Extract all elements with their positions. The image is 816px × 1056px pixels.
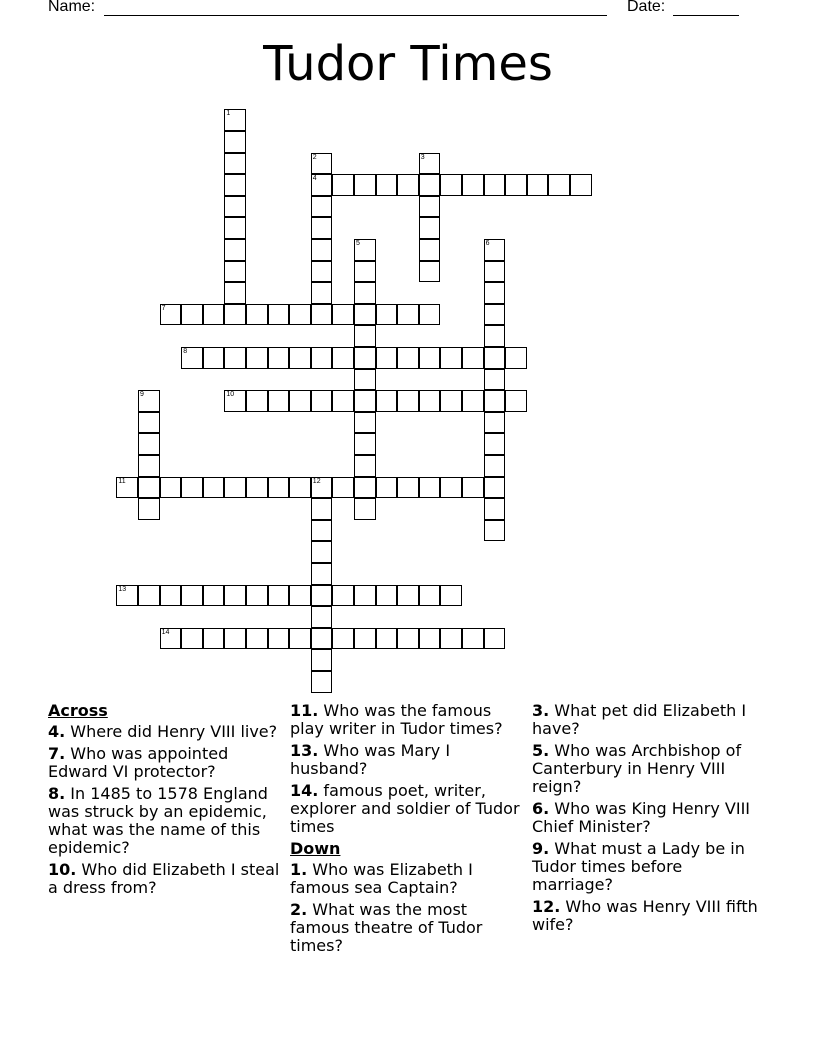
crossword-cell[interactable] — [311, 520, 333, 542]
crossword-cell[interactable] — [376, 390, 398, 412]
crossword-cell[interactable] — [181, 585, 203, 607]
clue-across-8: 8. In 1485 to 1578 England was struck by an epidemic, what was the name of this epidemic? — [48, 784, 268, 857]
crossword-cell[interactable] — [376, 304, 398, 326]
crossword-cell[interactable] — [397, 390, 419, 412]
crossword-cell[interactable] — [440, 390, 462, 412]
across-heading: Across — [48, 701, 108, 720]
crossword-cell[interactable] — [419, 153, 441, 175]
clue-down-3: 3. What pet did Elizabeth I have? — [532, 701, 747, 738]
crossword-cell[interactable] — [419, 174, 441, 196]
crossword-cell[interactable] — [440, 585, 462, 607]
crossword-cell[interactable] — [160, 477, 182, 499]
crossword-cell[interactable] — [224, 304, 246, 326]
crossword-cell[interactable] — [419, 304, 441, 326]
crossword-cell[interactable] — [397, 628, 419, 650]
crossword-cell[interactable] — [354, 369, 376, 391]
crossword-cell[interactable] — [203, 347, 225, 369]
crossword-cell[interactable] — [332, 477, 354, 499]
clue-across-11: 11. Who was the famous play writer in Tudor times? — [290, 701, 503, 738]
crossword-cell[interactable] — [505, 390, 527, 412]
crossword-cell[interactable] — [311, 606, 333, 628]
crossword-cell[interactable] — [268, 585, 290, 607]
crossword-cell[interactable] — [419, 390, 441, 412]
crossword-cell[interactable] — [289, 585, 311, 607]
crossword-cell[interactable] — [246, 628, 268, 650]
crossword-cell[interactable] — [484, 239, 506, 261]
crossword-cell[interactable] — [181, 477, 203, 499]
clue-across-4: 4. Where did Henry VIII live? — [48, 722, 278, 741]
crossword-cell[interactable] — [354, 347, 376, 369]
crossword-cell[interactable] — [203, 628, 225, 650]
crossword-cell[interactable] — [268, 304, 290, 326]
crossword-cell[interactable] — [505, 347, 527, 369]
clue-down-12: 12. Who was Henry VIII fifth wife? — [532, 897, 758, 934]
crossword-cell[interactable] — [116, 477, 138, 499]
crossword-cell[interactable] — [224, 239, 246, 261]
clue-across-10: 10. Who did Elizabeth I steal a dress from? — [48, 860, 280, 897]
crossword-cell[interactable] — [484, 174, 506, 196]
crossword-cell[interactable] — [224, 585, 246, 607]
crossword-cell[interactable] — [246, 390, 268, 412]
crossword-cell[interactable] — [268, 390, 290, 412]
crossword-cell[interactable] — [203, 477, 225, 499]
crossword-cell[interactable] — [419, 585, 441, 607]
cell-number: 13 — [118, 585, 127, 593]
clues-column-1 — [48, 702, 280, 901]
clues-column-2 — [290, 702, 520, 959]
crossword-cell[interactable] — [138, 585, 160, 607]
clue-across-13: 13. Who was Mary I husband? — [290, 741, 451, 778]
crossword-cell[interactable] — [376, 347, 398, 369]
crossword-cell[interactable] — [354, 261, 376, 283]
crossword-cell[interactable] — [484, 412, 506, 434]
crossword-cell[interactable] — [397, 347, 419, 369]
crossword-cell[interactable] — [419, 347, 441, 369]
crossword-cell[interactable] — [311, 477, 333, 499]
crossword-cell[interactable] — [246, 304, 268, 326]
cell-number: 8 — [183, 348, 188, 355]
crossword-cell[interactable] — [224, 153, 246, 175]
crossword-cell[interactable] — [484, 498, 506, 520]
crossword-cell[interactable] — [397, 174, 419, 196]
cell-number: 10 — [226, 391, 235, 399]
crossword-cell[interactable] — [224, 347, 246, 369]
crossword-cell[interactable] — [246, 585, 268, 607]
crossword-cell[interactable] — [354, 585, 376, 607]
crossword-cell[interactable] — [138, 477, 160, 499]
cell-number: 2 — [312, 153, 317, 161]
crossword-cell[interactable] — [138, 498, 160, 520]
crossword-cell[interactable] — [332, 628, 354, 650]
crossword-cell[interactable] — [268, 347, 290, 369]
crossword-cell[interactable] — [181, 304, 203, 326]
crossword-cell[interactable] — [397, 304, 419, 326]
crossword-cell[interactable] — [484, 282, 506, 304]
crossword-cell[interactable] — [354, 174, 376, 196]
crossword-cell[interactable] — [311, 498, 333, 520]
crossword-cell[interactable] — [289, 390, 311, 412]
crossword-cell[interactable] — [311, 390, 333, 412]
down-heading: Down — [290, 839, 341, 858]
crossword-cell[interactable] — [181, 628, 203, 650]
crossword-cell[interactable] — [376, 477, 398, 499]
crossword-cell[interactable] — [440, 347, 462, 369]
crossword-cell[interactable] — [311, 563, 333, 585]
cell-number: 5 — [356, 240, 360, 247]
name-label: Name: — [48, 0, 96, 15]
crossword-cell[interactable] — [527, 174, 549, 196]
crossword-cell[interactable] — [397, 585, 419, 607]
crossword-cell[interactable] — [160, 628, 182, 650]
crossword-cell[interactable] — [354, 239, 376, 261]
crossword-cell[interactable] — [289, 628, 311, 650]
cell-number: 11 — [118, 477, 126, 485]
crossword-cell[interactable] — [332, 585, 354, 607]
crossword-cell[interactable] — [311, 217, 333, 239]
crossword-cell[interactable] — [224, 217, 246, 239]
crossword-cell[interactable] — [419, 477, 441, 499]
crossword-cell[interactable] — [138, 433, 160, 455]
crossword-cell[interactable] — [311, 153, 333, 175]
crossword-cell[interactable] — [311, 628, 333, 650]
crossword-cell[interactable] — [160, 585, 182, 607]
crossword-cell[interactable] — [268, 628, 290, 650]
crossword-cell[interactable] — [484, 433, 506, 455]
crossword-cell[interactable] — [419, 217, 441, 239]
crossword-cell[interactable] — [224, 390, 246, 412]
crossword-cell[interactable] — [246, 477, 268, 499]
crossword-cell[interactable] — [354, 498, 376, 520]
crossword-cell[interactable] — [376, 174, 398, 196]
cell-number: 14 — [161, 628, 170, 636]
crossword-cell[interactable] — [138, 390, 160, 412]
crossword-cell[interactable] — [354, 455, 376, 477]
crossword-cell[interactable] — [505, 174, 527, 196]
crossword-cell[interactable] — [311, 541, 333, 563]
cell-number: 9 — [140, 391, 144, 399]
crossword-cell[interactable] — [354, 412, 376, 434]
crossword-cell[interactable] — [354, 477, 376, 499]
crossword-cell[interactable] — [354, 628, 376, 650]
crossword-cell[interactable] — [462, 390, 484, 412]
crossword-cell[interactable] — [419, 239, 441, 261]
crossword-cell[interactable] — [311, 671, 333, 693]
cell-number: 6 — [485, 240, 490, 247]
crossword-cell[interactable] — [224, 477, 246, 499]
crossword-cell[interactable] — [484, 455, 506, 477]
crossword-cell[interactable] — [440, 477, 462, 499]
clues-column-3 — [532, 702, 768, 938]
crossword-cell[interactable] — [224, 109, 246, 131]
crossword-cell[interactable] — [440, 174, 462, 196]
crossword-cell[interactable] — [311, 174, 333, 196]
clue-down-2: 2. What was the most famous theatre of Tudor times? — [290, 900, 483, 955]
crossword-cell[interactable] — [484, 477, 506, 499]
clue-down-5: 5. Who was Archbishop of Canterbury in Henry VIII reign? — [532, 741, 742, 796]
crossword-cell[interactable] — [224, 282, 246, 304]
crossword-cell[interactable] — [311, 585, 333, 607]
cell-number: 4 — [312, 175, 317, 183]
crossword-cell[interactable] — [116, 585, 138, 607]
crossword-cell[interactable] — [181, 347, 203, 369]
crossword-cell[interactable] — [354, 433, 376, 455]
crossword-cell[interactable] — [376, 585, 398, 607]
crossword-cell[interactable] — [332, 174, 354, 196]
clue-down-9: 9. What must a Lady be in Tudor times before marriage? — [532, 839, 745, 894]
crossword-cell[interactable] — [354, 390, 376, 412]
crossword-cell[interactable] — [397, 477, 419, 499]
crossword-cell[interactable] — [462, 477, 484, 499]
page-title: Tudor Times — [263, 36, 553, 92]
crossword-cell[interactable] — [462, 174, 484, 196]
crossword-cell[interactable] — [311, 649, 333, 671]
crossword-cell[interactable] — [311, 347, 333, 369]
crossword-cell[interactable] — [332, 304, 354, 326]
clue-across-7: 7. Who was appointed Edward VI protector? — [48, 744, 229, 781]
clue-down-6: 6. Who was King Henry VIII Chief Minister? — [532, 799, 751, 836]
crossword-cell[interactable] — [332, 347, 354, 369]
cell-number: 3 — [420, 153, 425, 161]
crossword-cell[interactable] — [268, 477, 290, 499]
crossword-cell[interactable] — [462, 628, 484, 650]
crossword-cell[interactable] — [462, 347, 484, 369]
cell-number: 12 — [312, 477, 321, 485]
crossword-cell[interactable] — [224, 628, 246, 650]
crossword-cell[interactable] — [484, 520, 506, 542]
crossword-cell[interactable] — [484, 325, 506, 347]
cell-number: 7 — [161, 304, 166, 312]
cell-number: 1 — [226, 110, 231, 118]
crossword-cell[interactable] — [311, 239, 333, 261]
crossword-cell[interactable] — [224, 261, 246, 283]
crossword-cell[interactable] — [246, 347, 268, 369]
crossword-cell[interactable] — [484, 390, 506, 412]
crossword-cell[interactable] — [484, 628, 506, 650]
crossword-cell[interactable] — [138, 412, 160, 434]
clue-down-1: 1. Who was Elizabeth I famous sea Captain? — [290, 860, 473, 897]
crossword-cell[interactable] — [570, 174, 592, 196]
crossword-cell[interactable] — [203, 585, 225, 607]
crossword-cell[interactable] — [311, 196, 333, 218]
crossword-cell[interactable] — [224, 196, 246, 218]
crossword-cell[interactable] — [203, 304, 225, 326]
crossword-cell[interactable] — [419, 628, 441, 650]
crossword-cell[interactable] — [354, 325, 376, 347]
crossword-cell[interactable] — [376, 628, 398, 650]
crossword-cell[interactable] — [484, 261, 506, 283]
crossword-cell[interactable] — [138, 455, 160, 477]
date-label: Date: — [627, 0, 666, 15]
crossword-cell[interactable] — [224, 131, 246, 153]
crossword-cell[interactable] — [289, 477, 311, 499]
crossword-cell[interactable] — [311, 304, 333, 326]
crossword-cell[interactable] — [419, 196, 441, 218]
crossword-cell[interactable] — [311, 261, 333, 283]
crossword-cell[interactable] — [160, 304, 182, 326]
crossword-cell[interactable] — [548, 174, 570, 196]
crossword-cell[interactable] — [311, 282, 333, 304]
crossword-cell[interactable] — [289, 304, 311, 326]
crossword-cell[interactable] — [289, 347, 311, 369]
crossword-cell[interactable] — [419, 261, 441, 283]
crossword-cell[interactable] — [332, 390, 354, 412]
crossword-cell[interactable] — [484, 369, 506, 391]
crossword-cell[interactable] — [484, 304, 506, 326]
crossword-cell[interactable] — [354, 304, 376, 326]
crossword-cell[interactable] — [484, 347, 506, 369]
crossword-cell[interactable] — [354, 282, 376, 304]
clue-across-14: 14. famous poet, writer, explorer and soldier of Tudor times — [290, 781, 520, 836]
crossword-cell[interactable] — [224, 174, 246, 196]
crossword-cell[interactable] — [440, 628, 462, 650]
